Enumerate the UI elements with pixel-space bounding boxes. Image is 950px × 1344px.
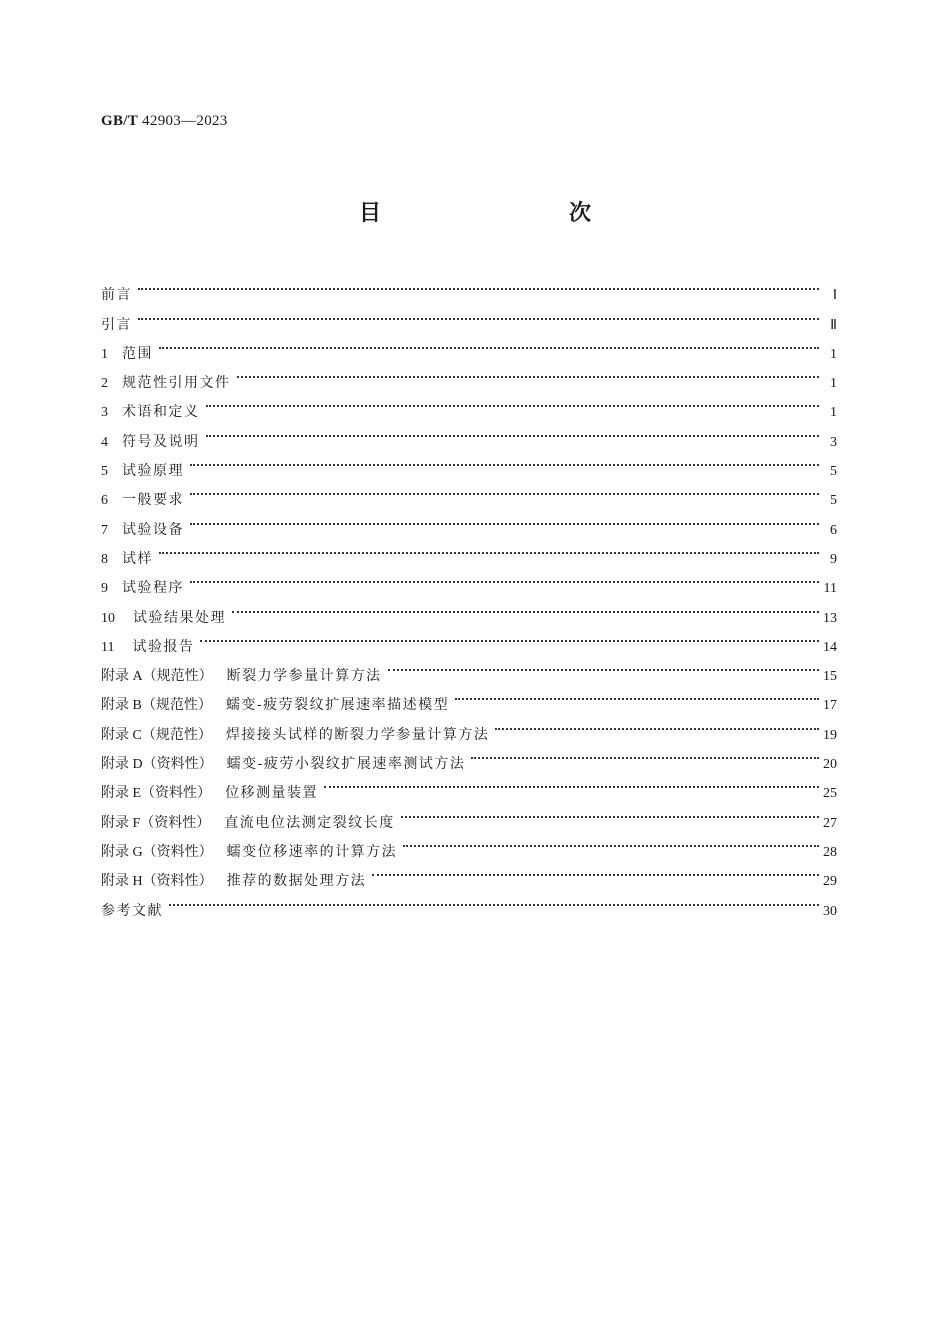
toc-entry-number: 附录 D（资料性） bbox=[101, 757, 213, 773]
toc-dot-leader bbox=[401, 797, 819, 826]
toc-entry-number: 8 bbox=[101, 551, 108, 567]
toc-entry-page: Ⅱ bbox=[830, 317, 837, 333]
toc-dot-leader bbox=[159, 534, 819, 563]
toc-entry-page: 5 bbox=[830, 493, 837, 509]
toc-entry-page: 15 bbox=[823, 669, 837, 685]
toc-entry-number: 9 bbox=[101, 581, 108, 597]
toc-entry-label: 引言 bbox=[101, 316, 132, 333]
toc-entry[interactable] bbox=[101, 534, 837, 567]
toc-dot-leader bbox=[190, 446, 819, 475]
toc-entry-number: 附录 E（资料性） bbox=[101, 786, 212, 802]
toc-entry-label: 直流电位法测定裂纹长度 bbox=[224, 814, 395, 831]
toc-dot-leader bbox=[206, 416, 820, 445]
toc-entry[interactable] bbox=[101, 592, 837, 626]
toc-entry-page: 13 bbox=[823, 610, 837, 626]
toc-entry-page: 27 bbox=[823, 815, 837, 831]
toc-entry-label: 一般要求 bbox=[122, 492, 184, 509]
toc-entry-label: 试验原理 bbox=[122, 463, 184, 480]
toc-entry[interactable] bbox=[101, 358, 837, 392]
toc-entry-number: 附录 G（资料性） bbox=[101, 844, 213, 860]
toc-entry-label: 术语和定义 bbox=[122, 404, 200, 421]
standard-code: GB/T bbox=[101, 113, 139, 129]
toc-dot-leader bbox=[388, 651, 819, 680]
toc-dot-leader bbox=[190, 504, 819, 533]
toc-entry-label: 规范性引用文件 bbox=[122, 375, 231, 392]
toc-entry-page: 11 bbox=[823, 581, 837, 597]
toc-dot-leader bbox=[372, 856, 819, 885]
toc-entry-number: 附录 C（规范性） bbox=[101, 727, 212, 743]
toc-entry[interactable] bbox=[101, 651, 837, 685]
toc-dot-leader bbox=[495, 709, 819, 738]
toc-entry-label: 断裂力学参量计算方法 bbox=[226, 668, 382, 685]
toc-dot-leader bbox=[138, 270, 819, 299]
toc-entry-label: 蠕变位移速率的计算方法 bbox=[226, 843, 398, 860]
toc-dot-leader bbox=[169, 885, 819, 914]
toc-entry-label: 试验报告 bbox=[132, 638, 195, 655]
standard-number: 42903—2023 bbox=[142, 113, 228, 129]
toc-dot-leader bbox=[190, 563, 819, 592]
toc-entry-label: 试验结果处理 bbox=[133, 609, 226, 626]
toc-entry[interactable] bbox=[101, 270, 837, 304]
toc-entry[interactable] bbox=[101, 504, 837, 538]
toc-entry-number: 3 bbox=[101, 405, 108, 421]
toc-dot-leader bbox=[403, 827, 819, 856]
toc-entry-page: 1 bbox=[830, 376, 837, 392]
toc-entry-page: 25 bbox=[823, 786, 837, 802]
toc-entry[interactable] bbox=[101, 329, 837, 362]
toc-dot-leader bbox=[190, 475, 819, 504]
toc-entry-page: 20 bbox=[823, 757, 837, 773]
toc-dot-leader bbox=[455, 680, 819, 709]
toc-entry-number: 1 bbox=[101, 346, 108, 362]
toc-entry-page: 1 bbox=[830, 346, 837, 362]
toc-entry-page: 14 bbox=[823, 639, 837, 655]
toc-entry-number: 11 bbox=[101, 639, 115, 655]
toc-dot-leader bbox=[232, 592, 819, 621]
toc-entry-number: 2 bbox=[101, 376, 108, 392]
toc-entry-label: 蠕变-疲劳裂纹扩展速率描述模型 bbox=[225, 697, 450, 714]
toc-dot-leader bbox=[159, 329, 819, 358]
toc-entry-number: 4 bbox=[101, 434, 108, 450]
toc-entry[interactable] bbox=[101, 622, 837, 655]
toc-entry-label: 推荐的数据处理方法 bbox=[226, 873, 367, 890]
toc-entry-number: 附录 F（资料性） bbox=[101, 815, 211, 831]
toc-entry-page: 3 bbox=[830, 434, 837, 450]
toc-entry-number: 附录 A（规范性） bbox=[101, 669, 213, 685]
toc-entry[interactable] bbox=[101, 797, 837, 831]
toc-entry-page: 28 bbox=[823, 844, 837, 860]
toc-entry-label: 前言 bbox=[101, 287, 132, 304]
toc-entry-label: 试样 bbox=[122, 550, 153, 567]
toc-dot-leader bbox=[237, 358, 820, 387]
toc-entry-page: 5 bbox=[830, 464, 837, 480]
toc-entry-page: 19 bbox=[823, 727, 837, 743]
document-code bbox=[101, 113, 228, 130]
toc-entry-label: 试验程序 bbox=[122, 580, 184, 597]
toc-entry-page: Ⅰ bbox=[832, 288, 837, 304]
toc-entry-number: 6 bbox=[101, 493, 108, 509]
toc-dot-leader bbox=[471, 739, 819, 768]
toc-entry-page: 9 bbox=[830, 551, 837, 567]
toc-entry[interactable] bbox=[101, 446, 837, 480]
toc-entry-label: 位移测量装置 bbox=[225, 785, 319, 802]
toc-entry[interactable] bbox=[101, 563, 837, 597]
toc-entry-number: 5 bbox=[101, 464, 108, 480]
toc-dot-leader bbox=[138, 299, 819, 328]
toc-dot-leader bbox=[206, 387, 820, 416]
toc-entry-label: 范围 bbox=[122, 345, 153, 362]
toc-entry-label: 焊接接头试样的断裂力学参量计算方法 bbox=[225, 726, 490, 743]
toc-entry-label: 蠕变-疲劳小裂纹扩展速率测试方法 bbox=[226, 756, 466, 773]
toc-entry-number: 附录 B（规范性） bbox=[101, 698, 212, 714]
toc-entry[interactable] bbox=[101, 416, 837, 450]
toc-dot-leader bbox=[200, 622, 819, 651]
toc-entry-number: 附录 H（资料性） bbox=[101, 874, 213, 890]
toc-entry-page: 29 bbox=[823, 874, 837, 890]
toc-dot-leader bbox=[324, 768, 819, 797]
toc-title: 目 次 bbox=[358, 201, 639, 226]
toc-entry-label: 参考文献 bbox=[101, 902, 163, 919]
toc-entry-page: 1 bbox=[830, 405, 837, 421]
toc-entry-page: 6 bbox=[830, 522, 837, 538]
toc-list bbox=[101, 270, 837, 919]
toc-entry[interactable] bbox=[101, 827, 837, 860]
toc-entry[interactable] bbox=[101, 299, 837, 333]
toc-entry-number: 10 bbox=[101, 610, 115, 626]
toc-entry[interactable] bbox=[101, 387, 837, 421]
toc-entry-label: 试验设备 bbox=[122, 521, 184, 538]
toc-entry-page: 17 bbox=[823, 698, 837, 714]
toc-entry-page: 30 bbox=[823, 903, 837, 919]
toc-entry-label: 符号及说明 bbox=[122, 433, 200, 450]
toc-entry[interactable] bbox=[101, 885, 837, 919]
toc-entry[interactable] bbox=[101, 475, 837, 509]
toc-entry-number: 7 bbox=[101, 522, 108, 538]
